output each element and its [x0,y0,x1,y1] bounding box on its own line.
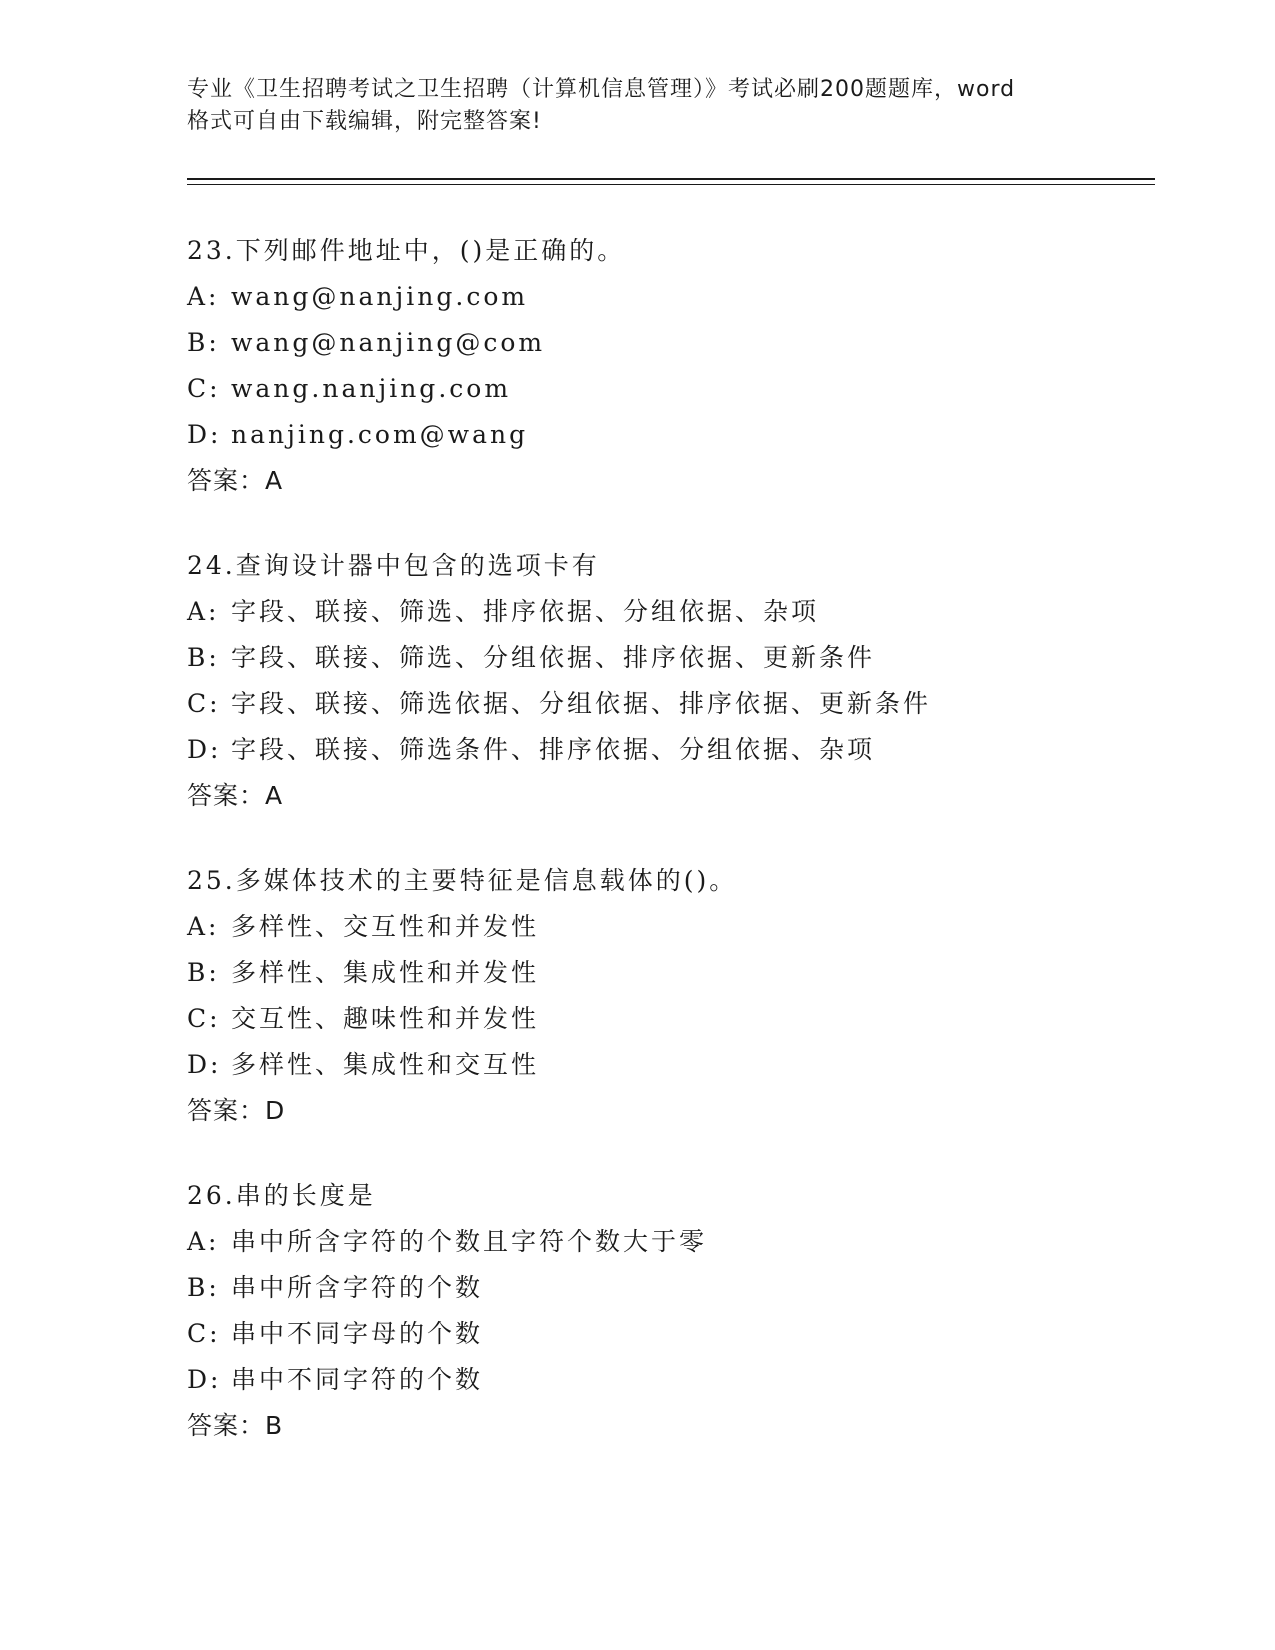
option-text: nanjing.com@wang [231,420,529,449]
header-divider-thin [187,184,1155,185]
option-key: A: [187,1227,220,1256]
option-c [187,996,1137,1042]
answer-line: 答案：A [187,466,284,495]
document-header [187,74,1087,138]
option-text: wang@nanjing@com [231,328,546,357]
option-a [187,589,1137,635]
option-text: 串中所含字符的个数 [231,1273,484,1302]
option-text: 串中不同字母的个数 [231,1319,484,1348]
option-text: 多样性、交互性和并发性 [231,912,540,941]
option-text: 交互性、趣味性和并发性 [231,1004,540,1033]
option-d [187,1357,1137,1403]
option-a [187,274,1137,320]
question-text: 25.多媒体技术的主要特征是信息载体的()。 [187,866,738,895]
answer-line: 答案：B [187,1411,284,1440]
option-text: 串中所含字符的个数且字符个数大于零 [231,1227,708,1256]
option-key: B: [187,643,220,672]
option-text: 字段、联接、筛选依据、分组依据、排序依据、更新条件 [231,689,932,718]
question-25 [187,858,1137,1134]
option-key: D: [187,735,222,764]
header-divider-thick [187,178,1155,180]
option-text: wang.nanjing.com [231,374,512,403]
question-text: 24.查询设计器中包含的选项卡有 [187,551,600,580]
option-b [187,635,1137,681]
option-a [187,904,1137,950]
option-key: B: [187,1273,220,1302]
question-24 [187,543,1137,819]
option-text: 多样性、集成性和交互性 [231,1050,540,1079]
option-text: 串中不同字符的个数 [231,1365,484,1394]
option-d [187,727,1137,773]
option-text: 多样性、集成性和并发性 [231,958,540,987]
question-23 [187,228,1137,504]
question-26 [187,1173,1137,1449]
option-b [187,320,1137,366]
option-key: C: [187,374,221,403]
option-key: B: [187,958,220,987]
header-line-2: 格式可自由下载编辑，附完整答案! [187,109,542,134]
option-text: wang@nanjing.com [231,282,529,311]
option-b [187,950,1137,996]
option-key: C: [187,1319,221,1348]
option-text: 字段、联接、筛选、排序依据、分组依据、杂项 [231,597,820,626]
option-key: C: [187,1004,221,1033]
answer-line: 答案：D [187,1096,286,1125]
option-key: A: [187,282,220,311]
option-c [187,1311,1137,1357]
option-b [187,1265,1137,1311]
question-text: 23.下列邮件地址中，()是正确的。 [187,236,626,265]
option-key: A: [187,597,220,626]
option-c [187,366,1137,412]
question-text: 26.串的长度是 [187,1181,376,1210]
option-c [187,681,1137,727]
option-key: B: [187,328,220,357]
option-key: C: [187,689,221,718]
option-d [187,1042,1137,1088]
option-key: D: [187,1365,222,1394]
option-a [187,1219,1137,1265]
option-key: D: [187,1050,222,1079]
option-d [187,412,1137,458]
answer-line: 答案：A [187,781,284,810]
option-key: D: [187,420,222,449]
option-text: 字段、联接、筛选、分组依据、排序依据、更新条件 [231,643,876,672]
option-text: 字段、联接、筛选条件、排序依据、分组依据、杂项 [231,735,876,764]
header-line-1: 专业《卫生招聘考试之卫生招聘（计算机信息管理）》考试必刷200题题库，word [187,77,1016,102]
option-key: A: [187,912,220,941]
